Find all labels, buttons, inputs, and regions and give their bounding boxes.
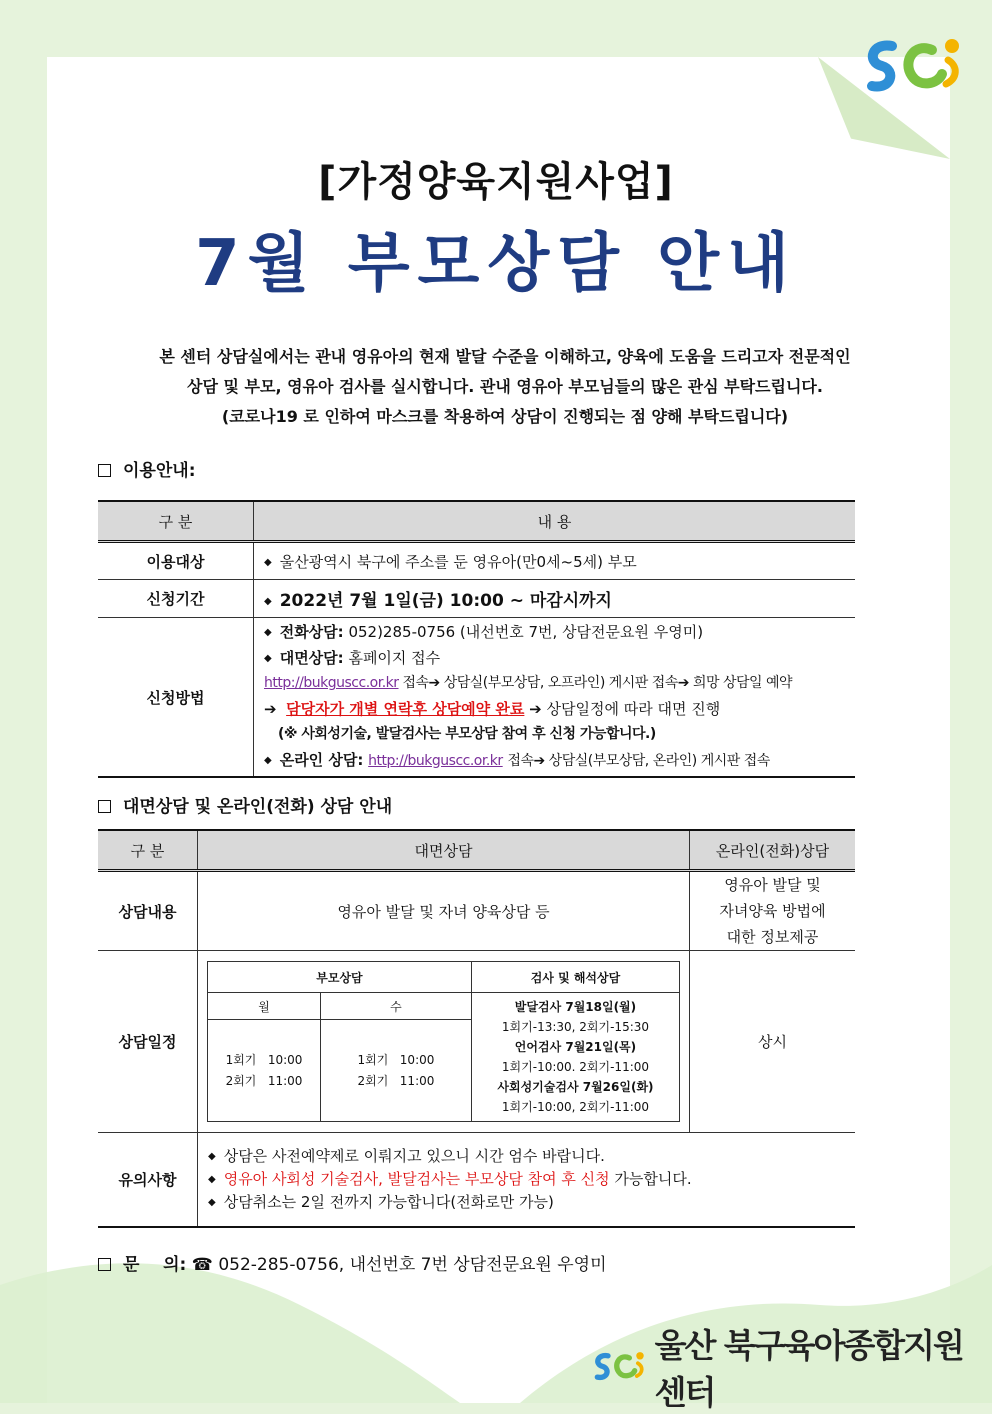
visit-after: ➔ 상담일정에 따라 대면 진행 — [529, 699, 721, 718]
content-online-line: 영유아 발달 및 — [724, 876, 821, 894]
checkbox-square-icon — [98, 800, 111, 813]
bullet-diamond-icon: ◆ — [208, 1150, 216, 1162]
contact-value: 052-285-0756, 내선번호 7번 상담전문요원 우영미 — [218, 1255, 607, 1275]
schedule-inner-table — [207, 961, 680, 1122]
content-online — [690, 871, 856, 951]
test3-title: 사회성기술검사 7월26일(화) — [497, 1080, 654, 1094]
note-item — [208, 1191, 855, 1214]
col-online: 온라인(전화)상담 — [690, 830, 856, 871]
visit-label: 대면상담: — [279, 648, 344, 667]
table-row — [98, 951, 855, 1133]
mon-slots — [208, 1020, 321, 1122]
inner-test-header: 검사 및 해석상담 — [471, 962, 679, 993]
center-logo-icon — [862, 32, 972, 102]
row-label: 신청기간 — [98, 580, 254, 618]
method-phone — [264, 620, 855, 646]
test3-time: 1회기-10:00, 2회기-11:00 — [501, 1100, 650, 1114]
bullet-diamond-icon: ◆ — [264, 556, 272, 568]
contact-label: 문 의: — [123, 1255, 187, 1275]
phone-value: 052)285-0756 (내선번호 7번, 상담전문요원 우영미) — [348, 623, 704, 641]
note-text: 상담은 사전예약제로 이뤄지고 있으니 시간 엄수 바랍니다. — [223, 1146, 605, 1165]
test-schedule — [471, 993, 679, 1122]
mon-slot: 2회기 11:00 — [225, 1073, 303, 1088]
org-name: 울산 북구육아종합지원센터 — [654, 1326, 963, 1412]
notes-list — [198, 1135, 855, 1224]
title-main: 7월 부모상담 안내 — [195, 227, 797, 301]
bullet-diamond-icon: ◆ — [208, 1196, 216, 1208]
col-face: 대면상담 — [198, 830, 690, 871]
title-program: [가정양육지원사업] — [318, 159, 674, 205]
homepage-link[interactable]: http://bukguscc.or.kr — [368, 752, 503, 769]
note-item — [208, 1168, 855, 1191]
note-text: 가능합니다. — [609, 1169, 692, 1188]
phone-label: 전화상담: — [279, 623, 344, 641]
row-label: 이용대상 — [98, 542, 254, 580]
method-visit-notice — [264, 697, 855, 723]
table-row — [98, 1133, 855, 1227]
test2-title: 언어검사 7월21일(목) — [514, 1040, 637, 1054]
section-counsel-title: 대면상담 및 온라인(전화) 상담 안내 — [123, 797, 393, 817]
intro-line: (코로나19 로 인하여 마스크를 착용하여 상담이 진행되는 점 양해 부탁드립니다) — [221, 407, 789, 426]
test1-time: 1회기-13:30, 2회기-15:30 — [501, 1020, 650, 1034]
table-row — [98, 580, 855, 618]
center-logo-icon — [592, 1339, 651, 1395]
intro-line: 본 센터 상담실에서는 관내 영유아의 현재 발달 수준을 이해하고, 양육에 도움을 드리고자 전문적인 — [159, 347, 851, 366]
content-face: 영유아 발달 및 자녀 양육상담 등 — [198, 871, 690, 951]
test2-time: 1회기-10:00. 2회기-11:00 — [501, 1060, 650, 1074]
schedule-face — [198, 951, 690, 1133]
row-label: 신청방법 — [98, 618, 254, 778]
bullet-diamond-icon: ◆ — [208, 1173, 216, 1185]
table-header-row — [98, 501, 855, 542]
mon-slot: 1회기 10:00 — [225, 1052, 303, 1067]
target-value: 울산광역시 북구에 주소를 둔 영유아(만0세~5세) 부모 — [279, 552, 637, 571]
content-online-line: 자녀양육 방법에 — [719, 902, 826, 920]
contact-notice: 담당자가 개별 연락후 상담예약 완료 — [286, 699, 525, 718]
wed-slot: 1회기 10:00 — [357, 1052, 435, 1067]
section-counsel-heading — [98, 792, 392, 817]
method-online — [264, 748, 855, 775]
visit-path: 접속➔ 상담실(부모상담, 오프라인) 게시판 접속➔ 희망 상담일 예약 — [402, 675, 793, 691]
arrow-icon: ➔ — [264, 699, 277, 718]
row-label: 유의사항 — [98, 1133, 198, 1227]
section-usage-heading — [98, 456, 196, 481]
online-label: 온라인 상담: — [279, 750, 364, 769]
schedule-online: 상시 — [690, 951, 856, 1133]
checkbox-square-icon — [98, 464, 111, 477]
inner-header-row — [208, 962, 680, 993]
col-content: 내 용 — [254, 501, 856, 542]
note-text: 상담취소는 2일 전까지 가능합니다(전화로만 가능) — [223, 1192, 554, 1211]
table-row — [98, 542, 855, 580]
table-row — [98, 618, 855, 778]
method-visit — [264, 646, 855, 672]
section-usage-title: 이용안내: — [123, 461, 196, 481]
table-header-row — [98, 830, 855, 871]
wed-slot: 2회기 11:00 — [357, 1073, 435, 1088]
row-content — [254, 618, 856, 778]
bullet-diamond-icon: ◆ — [264, 754, 272, 766]
test1-title: 발달검사 7월18일(월) — [514, 1000, 637, 1014]
checkbox-square-icon — [98, 1258, 111, 1271]
usage-table — [98, 500, 855, 778]
col-category: 구 분 — [98, 830, 198, 871]
note-text-red: 영유아 사회성 기술검사, 발달검사는 부모상담 참여 후 신청 — [223, 1169, 610, 1188]
row-label: 상담일정 — [98, 951, 198, 1133]
homepage-link[interactable]: http://bukguscc.or.kr — [264, 675, 399, 691]
bullet-diamond-icon: ◆ — [264, 596, 272, 607]
col-category: 구 분 — [98, 501, 254, 542]
row-label: 상담내용 — [98, 871, 198, 951]
note-item — [208, 1145, 855, 1168]
inner-parent-header: 부모상담 — [208, 962, 472, 993]
inner-wed-header: 수 — [321, 993, 472, 1020]
contact-line — [98, 1250, 607, 1275]
table-row — [98, 871, 855, 951]
counsel-table — [98, 829, 855, 1228]
content-online-line: 대한 정보제공 — [726, 928, 819, 946]
method-note: (※ 사회성기술, 발달검사는 부모상담 참여 후 신청 가능합니다.) — [278, 726, 656, 742]
notes-content — [198, 1133, 856, 1227]
visit-value: 홈페이지 접수 — [348, 648, 441, 667]
bullet-diamond-icon: ◆ — [264, 652, 272, 664]
phone-icon: ☎ — [191, 1255, 213, 1275]
inner-mon-header: 월 — [208, 993, 321, 1020]
row-content — [254, 580, 856, 618]
inner-subheader-row — [208, 993, 680, 1020]
online-path: 접속➔ 상담실(부모상담, 온라인) 게시판 접속 — [507, 752, 770, 769]
period-value: 2022년 7월 1일(금) 10:00 ~ 마감시까지 — [279, 591, 612, 611]
row-content — [254, 542, 856, 580]
intro-text — [80, 342, 930, 432]
intro-line: 상담 및 부모, 영유아 검사를 실시합니다. 관내 영유아 부모님들의 많은 관심 부탁드립니다. — [187, 377, 823, 396]
wed-slots — [321, 1020, 472, 1122]
footer-org — [592, 1320, 992, 1414]
bullet-diamond-icon: ◆ — [264, 627, 272, 638]
method-visit-path — [264, 671, 855, 697]
